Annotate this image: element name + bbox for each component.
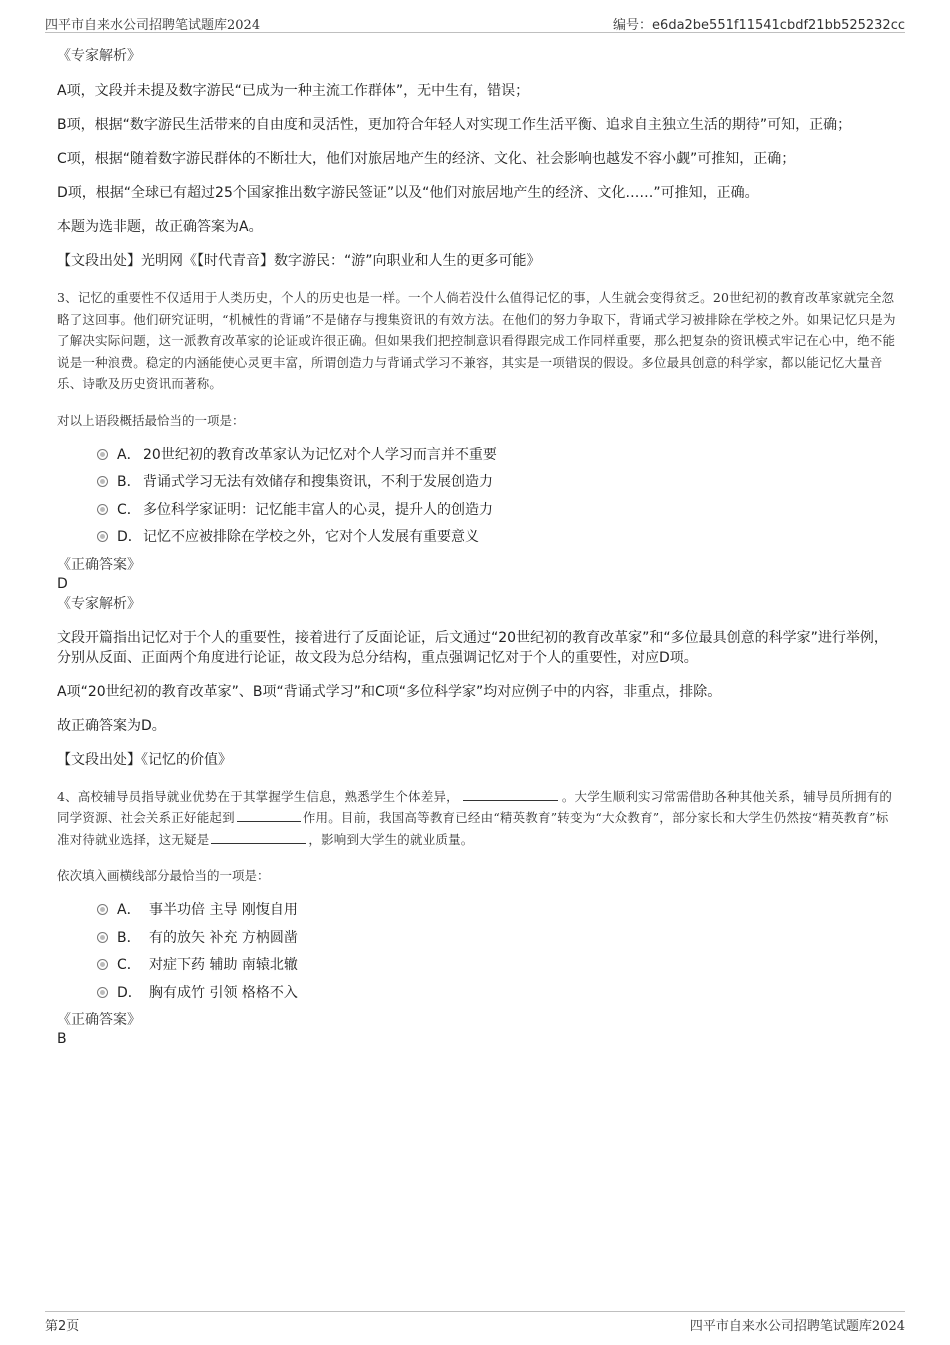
- page-footer: [45, 1311, 905, 1334]
- document-body: [57, 44, 897, 1048]
- conclusion-paragraph: 本题为选非题，故正确答案为A。: [57, 219, 263, 235]
- option-text: 有的放矢 补充 方枘圆凿: [149, 929, 298, 946]
- option-c[interactable]: C． 对症下药 辅助 南辕北辙: [97, 953, 897, 981]
- question-3-options: [57, 443, 897, 553]
- option-text: 胸有成竹 引领 格格不入: [149, 984, 298, 1001]
- question-4-prompt: 依次填入画横线部分最恰当的一项是：: [57, 868, 270, 883]
- question-4-stem: 4、高校辅导员指导就业优势在于其掌握学生信息，熟悉学生个体差异， 。大学生顺利实习常需借助各种其他关系，辅导员所拥有的同学资源、社会关系正好能起到 作用。目前，我国高等教育已经由“精英教育”转变为“大众教育”，部分家长和大学生仍然按“精英教育”标准对待就业选择，这无疑是 ，影响到大学生的就业质量。: [57, 788, 893, 847]
- analysis-paragraph: B项，根据“数字游民生活带来的自由度和灵活性，更加符合年轻人对实现工作生活平衡、追求自主独立生活的期待”可知，正确；: [57, 117, 852, 133]
- analysis-label: 《专家解析》: [57, 595, 141, 612]
- radio-button-icon[interactable]: [97, 531, 108, 542]
- analysis-paragraph: D项，根据“全球已有超过25个国家推出数字游民签证”以及“他们对旅居地产生的经济、文化……”可推知，正确。: [57, 185, 759, 201]
- option-c[interactable]: C． 多位科学家证明：记忆能丰富人的心灵，提升人的创造力: [97, 498, 897, 526]
- analysis-paragraph: A项，文段并未提及数字游民“已成为一种主流工作群体”，无中生有，错误；: [57, 83, 530, 99]
- answer-label: 《正确答案》: [57, 1012, 141, 1028]
- option-text: 对症下药 辅助 南辕北辙: [149, 957, 298, 973]
- answer-label: 《正确答案》: [57, 556, 141, 573]
- option-d[interactable]: D． 胸有成竹 引领 格格不入: [97, 981, 897, 1009]
- fill-blank-3[interactable]: [211, 830, 306, 844]
- answer-value: D: [57, 575, 68, 592]
- analysis-label: 《专家解析》: [57, 48, 141, 64]
- document-code: 编号：e6da2be551f11541cbdf21bb525232cc: [613, 18, 905, 33]
- option-b[interactable]: B． 背诵式学习无法有效储存和搜集资讯，不利于发展创造力: [97, 470, 897, 498]
- source-paragraph: 【文段出处】《记忆的价值》: [57, 751, 232, 768]
- option-text: 20世纪初的教育改革家认为记忆对个人学习而言并不重要: [143, 446, 497, 463]
- answer-value: B: [57, 1031, 67, 1047]
- radio-button-icon[interactable]: [97, 932, 108, 943]
- option-b[interactable]: B． 有的放矢 补充 方枘圆凿: [97, 926, 897, 954]
- page-header: [45, 10, 905, 33]
- page-number: 第2页: [45, 1319, 80, 1334]
- question-3-stem: 3、记忆的重要性不仅适用于人类历史，个人的历史也是一样。一个人倘若没什么值得记忆的事，人生就会变得贫乏。20世纪初的教育改革家就完全忽略了这回事。他们研究证明，“机械性的背诵”不是储存与搜集资讯的有效方法。在他们的努力争取下，背诵式学习被排除在学校之外。如果记忆只是为了解决实际问题，这一派教育改革家的论证或许很正确。但如果我们把控制意识看得跟完成工作同样重要，那么把复杂的资讯模式牢记在心中，绝不能说是一种浪费。稳定的内涵能使心灵更丰富，所谓创造力与背诵式学习不兼容，其实是一项错误的假设。多位最具创意的科学家，都以能记忆大量音乐、诗歌及历史资讯而著称。: [57, 290, 896, 391]
- conclusion-paragraph: 故正确答案为D。: [57, 717, 166, 734]
- radio-button-icon[interactable]: [97, 904, 108, 915]
- option-text: 事半功倍 主导 刚愎自用: [149, 902, 298, 918]
- option-text: 背诵式学习无法有效储存和搜集资讯，不利于发展创造力: [143, 474, 493, 490]
- radio-button-icon[interactable]: [97, 449, 108, 460]
- footer-title: 四平市自来水公司招聘笔试题库2024: [689, 1319, 905, 1334]
- radio-button-icon[interactable]: [97, 476, 108, 487]
- analysis-paragraph: 文段开篇指出记忆对于个人的重要性，接着进行了反面论证，后文通过“20世纪初的教育改革家”和“多位最具创意的科学家”进行举例，分别从反面、正面两个角度进行论证，故文段为总分结构，重点强调记忆对于个人的重要性，对应D项。: [57, 629, 888, 666]
- option-d[interactable]: D． 记忆不应被排除在学校之外，它对个人发展有重要意义: [97, 525, 897, 553]
- source-paragraph: 【文段出处】光明网《【时代青音】数字游民：“游”向职业和人生的更多可能》: [57, 253, 541, 269]
- question-3-prompt: 对以上语段概括最恰当的一项是：: [57, 412, 245, 428]
- option-text: 记忆不应被排除在学校之外，它对个人发展有重要意义: [143, 529, 479, 545]
- radio-button-icon[interactable]: [97, 504, 108, 515]
- analysis-paragraph: A项“20世纪初的教育改革家”、B项“背诵式学习”和C项“多位科学家”均对应例子中的内容，非重点，排除。: [57, 683, 722, 700]
- radio-button-icon[interactable]: [97, 987, 108, 998]
- fill-blank-1[interactable]: [463, 787, 558, 801]
- option-a[interactable]: A． 事半功倍 主导 刚愎自用: [97, 898, 897, 926]
- radio-button-icon[interactable]: [97, 959, 108, 970]
- fill-blank-2[interactable]: [237, 808, 301, 822]
- option-a[interactable]: A． 20世纪初的教育改革家认为记忆对个人学习而言并不重要: [97, 443, 897, 471]
- analysis-paragraph: C项，根据“随着数字游民群体的不断壮大，他们对旅居地产生的经济、文化、社会影响也越发不容小觑”可推知，正确；: [57, 151, 796, 167]
- option-text: 多位科学家证明：记忆能丰富人的心灵，提升人的创造力: [143, 501, 493, 518]
- header-title: 四平市自来水公司招聘笔试题库2024: [45, 18, 261, 33]
- question-4-options: [57, 898, 897, 1008]
